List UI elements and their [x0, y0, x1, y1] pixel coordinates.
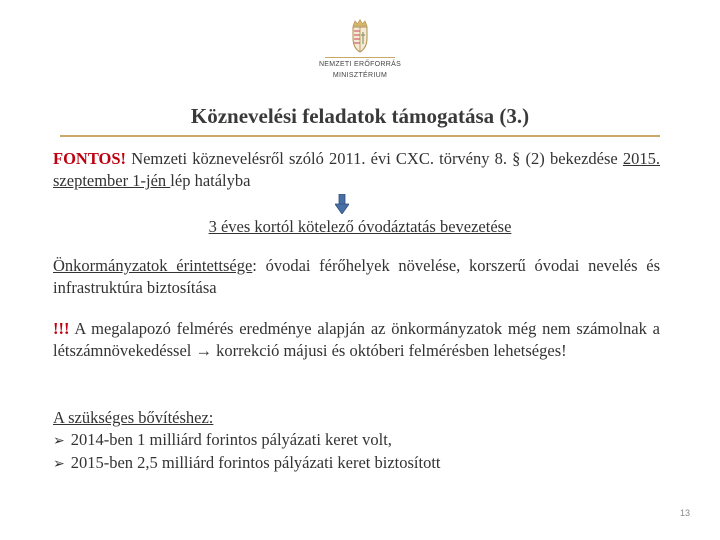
- page-number: 13: [679, 508, 690, 518]
- expansion-section: [53, 407, 660, 475]
- survey-text: A megalapozó felmérés eredménye alapján az önkormányzatok még nem számolnak a létszámnövekedéssel: [53, 319, 660, 360]
- slide-title: Köznevelési feladatok támogatása (3.): [190, 104, 530, 128]
- survey-paragraph: [53, 318, 660, 362]
- list-item-text: 2014-ben 1 milliárd forintos pályázati keret volt,: [70, 430, 392, 449]
- important-label: FONTOS!: [53, 149, 127, 168]
- arrow-down-icon: [335, 194, 349, 214]
- alert-marks: !!!: [53, 319, 70, 338]
- list-item: [53, 429, 660, 452]
- ministry-name-line1: NEMZETI ERŐFORRÁS: [318, 61, 402, 68]
- title-divider: [60, 135, 660, 137]
- municipality-text: : óvodai férőhelyek növelése, korszerű óvodai nevelés és infrastruktúra biztosítása: [53, 256, 660, 297]
- municipality-label: Önkormányzatok érintettsége: [53, 256, 253, 275]
- expansion-heading: A szükséges bővítéshez:: [53, 408, 214, 427]
- law-text-end: lép hatályba: [170, 171, 251, 190]
- coat-of-arms-icon: [348, 18, 372, 54]
- important-paragraph: [53, 148, 660, 192]
- list-item: [53, 452, 660, 475]
- logo-rule: [325, 57, 395, 58]
- arrow-bullet-icon: ➢: [53, 433, 65, 449]
- effective-date: 2015. szeptember 1-jén: [53, 149, 660, 190]
- arrow-right-icon: →: [195, 341, 212, 360]
- mandatory-preschool-heading: 3 éves kortól kötelező óvodáztatás bevezetése: [208, 217, 512, 236]
- ministry-logo: [312, 18, 408, 80]
- survey-text-end: korrekció májusi és októberi felmérésben lehetséges!: [212, 341, 567, 360]
- municipality-paragraph: [53, 255, 660, 299]
- ministry-name-line2: MINISZTÉRIUM: [332, 72, 388, 79]
- list-item-text: 2015-ben 2,5 milliárd forintos pályázati keret biztosított: [70, 453, 441, 472]
- law-text: Nemzeti köznevelésről szóló 2011. évi CXC. törvény 8. § (2) bekezdése: [126, 149, 623, 168]
- arrow-bullet-icon: ➢: [53, 456, 65, 472]
